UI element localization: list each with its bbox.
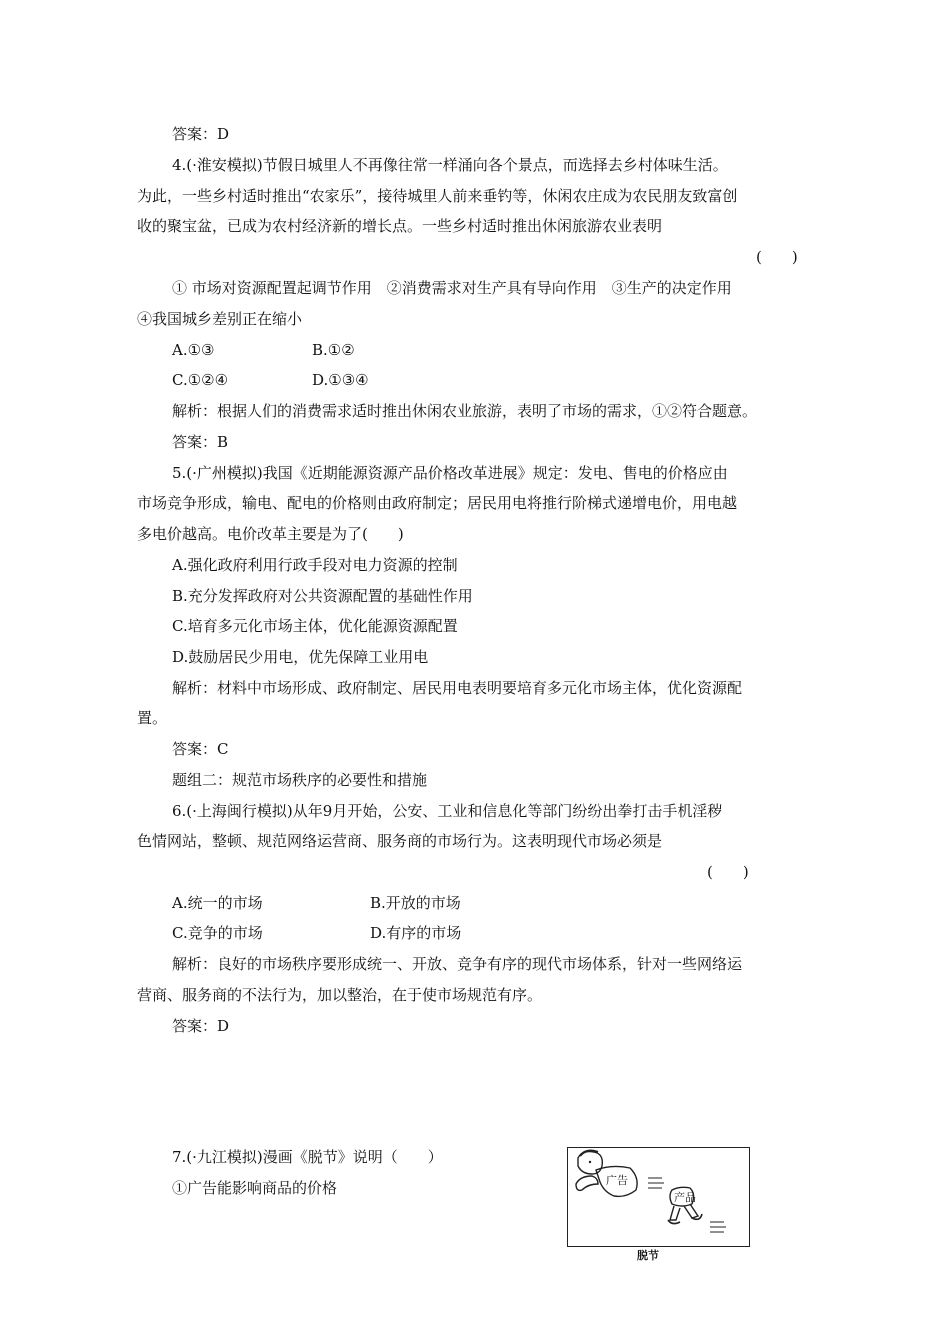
- answer-3: 答案：D: [172, 125, 230, 143]
- question-4-line-3: 收的聚宝盆，已成为农村经济新的增长点。一些乡村适时推出休闲旅游农业表明: [137, 217, 663, 235]
- question-5-line-2: 市场竞争形成，输电、配电的价格则由政府制定；居民用电将推行阶梯式递增电价，用电越: [137, 494, 738, 512]
- question-6-answer-paren: ( ): [707, 863, 749, 881]
- cartoon-disconnect: [567, 1147, 750, 1247]
- cartoon-caption: 脱节: [637, 1249, 659, 1262]
- answer-6: 答案：D: [172, 1017, 230, 1035]
- question-6-choice-b: B.开放的市场: [370, 894, 461, 912]
- question-5-choice-a: A.强化政府利用行政手段对电力资源的控制: [172, 556, 458, 574]
- question-5-explanation-line-1: 解析：材料中市场形成、政府制定、居民用电表明要培育多元化市场主体，优化资源配: [172, 679, 743, 697]
- question-6-line-2: 色情网站，整顿、规范网络运营商、服务商的市场行为。这表明现代市场必须是: [137, 832, 663, 850]
- question-5-choice-d: D.鼓励居民少用电，优先保障工业用电: [172, 648, 429, 666]
- question-6-choice-a: A.统一的市场: [172, 894, 263, 912]
- question-4-answer-paren: ( ): [756, 248, 798, 266]
- cartoon-drawing: [568, 1148, 748, 1245]
- question-4-options-line-2: ④我国城乡差别正在缩小: [137, 310, 303, 328]
- question-5-choice-b: B.充分发挥政府对公共资源配置的基础性作用: [172, 587, 473, 605]
- question-6-explanation-line-2: 营商、服务商的不法行为，加以整治，在于使市场规范有序。: [137, 986, 543, 1004]
- question-5-explanation-line-2: 置。: [137, 709, 168, 727]
- question-7-line-1: 7.(·九江模拟)漫画《脱节》说明（ ）: [172, 1148, 443, 1166]
- question-5-line-3: 多电价越高。电价改革主要是为了( ): [137, 525, 404, 543]
- question-6-line-1: 6.(·上海闽行模拟)从年9月开始，公安、工业和信息化等部门纷纷出拳打击手机淫秽: [172, 802, 723, 820]
- question-4-line-2: 为此，一些乡村适时推出“农家乐”，接待城里人前来垂钓等，休闲农庄成为农民朋友致富创: [137, 187, 738, 205]
- question-6-explanation-line-1: 解析：良好的市场秩序要形成统一、开放、竞争有序的现代市场体系，针对一些网络运: [172, 955, 743, 973]
- question-4-explanation: 解析：根据人们的消费需求适时推出休闲农业旅游，表明了市场的需求，①②符合题意。: [172, 402, 758, 420]
- question-4-choice-c: C.①②④: [172, 371, 229, 389]
- answer-5: 答案：C: [172, 740, 229, 758]
- question-4-options-line-1: ① 市场对资源配置起调节作用 ②消费需求对生产具有导向作用 ③生产的决定作用: [172, 279, 732, 297]
- question-5-line-1: 5.(·广州模拟)我国《近期能源资源产品价格改革进展》规定：发电、售电的价格应由: [172, 464, 728, 482]
- question-4-line-1: 4.(·淮安模拟)节假日城里人不再像往常一样涌向各个景点，而选择去乡村体味生活。: [172, 156, 728, 174]
- question-4-choice-d: D.①③④: [312, 371, 369, 389]
- answer-4: 答案：B: [172, 433, 229, 451]
- section-heading-group-2: 题组二：规范市场秩序的必要性和措施: [172, 771, 428, 789]
- question-5-choice-c: C.培育多元化市场主体，优化能源资源配置: [172, 617, 458, 635]
- question-6-choice-c: C.竞争的市场: [172, 924, 263, 942]
- question-4-choice-a: A.①③: [172, 341, 215, 359]
- cartoon-label-ad: 广告: [606, 1174, 628, 1187]
- question-7-option-1: ①广告能影响商品的价格: [172, 1179, 338, 1197]
- question-6-choice-d: D.有序的市场: [370, 924, 462, 942]
- cartoon-label-product: 产品: [674, 1191, 696, 1204]
- question-4-choice-b: B.①②: [312, 341, 355, 359]
